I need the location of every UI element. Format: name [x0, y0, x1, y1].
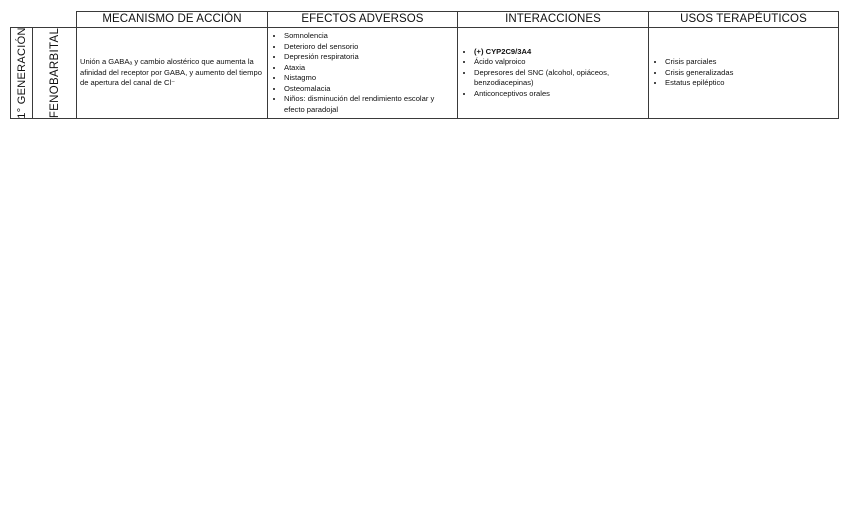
generation-label: 1° GENERACIÓN	[15, 27, 28, 119]
list-item: • (+) CYP2C9/3A4	[474, 47, 644, 58]
list-item: • Somnolencia	[284, 31, 453, 42]
list-item: • Osteomalacia	[284, 84, 453, 95]
generation-cell	[11, 28, 33, 119]
drug-name: FENOBARBITAL	[48, 27, 61, 119]
interactions-cell	[458, 28, 649, 119]
mechanism-cell	[77, 28, 268, 119]
drug-cell	[33, 28, 77, 119]
list-item: • Niños: disminución del rendimiento escolar y efecto paradojal	[284, 94, 453, 115]
header-adverse-effects: EFECTOS ADVERSOS	[268, 12, 458, 28]
list-item: • Crisis parciales	[665, 57, 834, 68]
therapeutic-uses-cell	[649, 28, 839, 119]
list-item: • Depresores del SNC (alcohol, opiáceos, benzodiacepinas)	[474, 68, 644, 89]
header-interactions: INTERACCIONES	[458, 12, 649, 28]
header-therapeutic-uses: USOS TERAPÉUTICOS	[649, 12, 839, 28]
header-row	[11, 12, 839, 28]
therapeutic-uses-list	[649, 57, 838, 89]
interactions-list	[458, 47, 648, 100]
list-item: • Ataxia	[284, 63, 453, 74]
header-mechanism: MECANISMO DE ACCIÓN	[77, 12, 268, 28]
list-item: • Anticonceptivos orales	[474, 89, 644, 100]
list-item: • Crisis generalizadas	[665, 68, 834, 79]
adverse-effects-cell	[268, 28, 458, 119]
drug-table	[10, 11, 839, 119]
list-item: • Ácido valproico	[474, 57, 644, 68]
mechanism-text: Unión a GABAₐ y cambio alostérico que aumenta la afinidad del receptor por GABA, y aumento del tiempo de apertura del canal de Cl⁻	[80, 57, 262, 88]
list-item: • Estatus epiléptico	[665, 78, 834, 89]
list-item: • Depresión respiratoria	[284, 52, 453, 63]
table-row	[11, 28, 839, 119]
list-item: • Deterioro del sensorio	[284, 42, 453, 53]
header-blank-cell	[11, 12, 77, 28]
list-item: • Nistagmo	[284, 73, 453, 84]
adverse-effects-list	[268, 31, 457, 115]
